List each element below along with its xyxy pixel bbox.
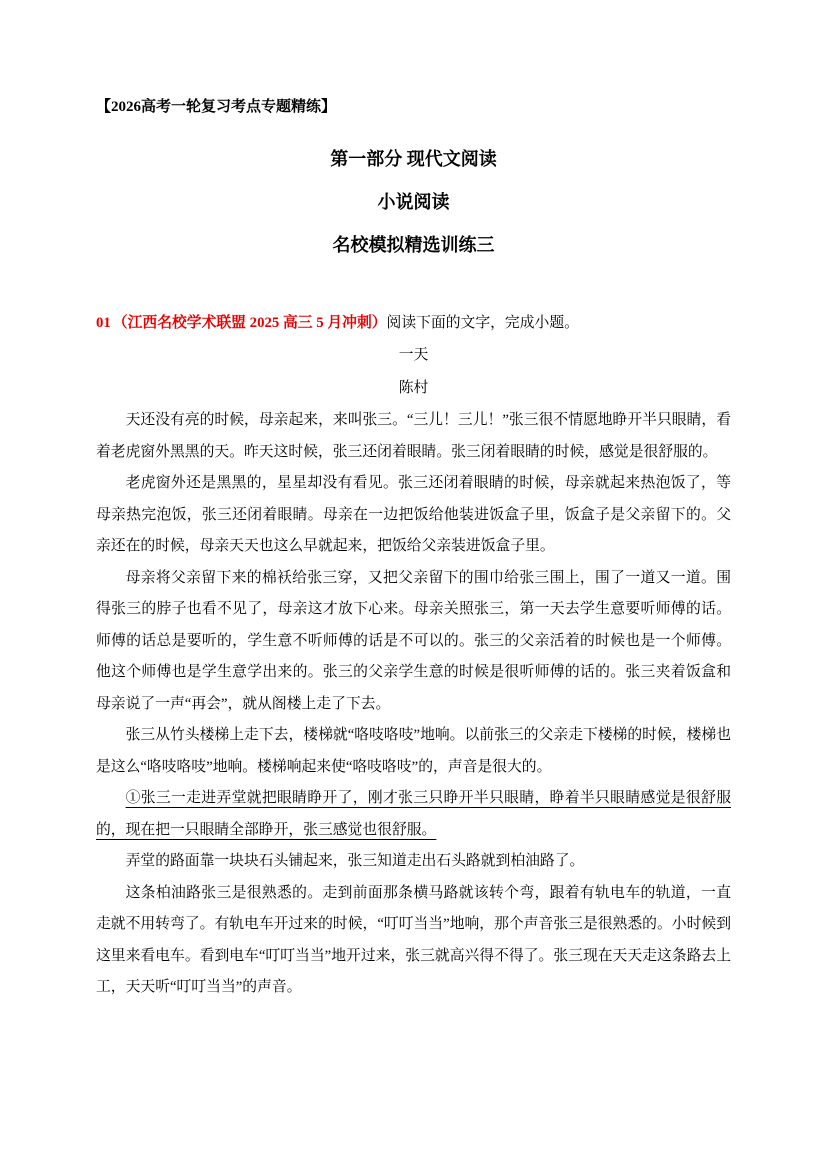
story-author: 陈村 bbox=[398, 380, 429, 396]
question-intro-line bbox=[96, 307, 731, 339]
training-title: 名校模拟精选训练三 bbox=[332, 235, 495, 255]
story-body bbox=[96, 405, 731, 1004]
story-paragraph: 弄堂的路面靠一块块石头铺起来，张三知道走出石头路就到柏油路了。 bbox=[125, 853, 585, 869]
question-instruction: 阅读下面的文字，完成小题。 bbox=[386, 315, 579, 331]
story-paragraph: 老虎窗外还是黑黑的，星星却没有看见。张三还闭着眼睛的时候，母亲就起来热泡饭了，等母亲热完泡饭，张三还闭着眼睛。母亲在一边把饭给他装进饭盒子里，饭盒子是父亲留下的。父亲还在的时候，母亲天天也这么早就起来，把饭给父亲装进饭盒子里。 bbox=[96, 475, 731, 554]
series-header: 【2026高考一轮复习考点专题精练】 bbox=[96, 99, 337, 115]
section-title: 小说阅读 bbox=[377, 192, 450, 212]
question-source: （江西名校学术联盟 2025 高三 5 月冲刺） bbox=[112, 315, 387, 331]
story-paragraph-underlined: ①张三一走进弄堂就把眼睛睁开了，刚才张三只睁开半只眼睛，睁着半只眼睛感觉是很舒服的，现在把一只眼睛全部睁开，张三感觉也很舒服。 bbox=[96, 790, 731, 838]
story-paragraph: 这条柏油路张三是很熟悉的。走到前面那条横马路就该转个弯，跟着有轨电车的轨道，一直走就不用转弯了。有轨电车开过来的时候，“叮叮当当”地响，那个声音张三是很熟悉的。小时候到这里来看电车。看到电车“叮叮当当”地开过来，张三就高兴得不得了。张三现在天天走这条路去上工，天天听“叮叮当当”的声音。 bbox=[96, 884, 731, 995]
story-paragraph: 天还没有亮的时候，母亲起来，来叫张三。“三儿！三儿！”张三很不情愿地睁开半只眼睛，看着老虎窗外黑黑的天。昨天这时候，张三还闭着眼睛。张三闭着眼睛的时候，感觉是很舒服的。 bbox=[96, 412, 731, 460]
story-paragraph: 母亲将父亲留下来的棉袄给张三穿，又把父亲留下的围巾给张三围上，围了一道又一道。围得张三的脖子也看不见了，母亲这才放下心来。母亲关照张三，第一天去学生意要听师傅的话。师傅的话总是要听的，学生意不听师傅的话是不可以的。张三的父亲活着的时候也是一个师傅。他这个师傅也是学生意学出来的。张三的父亲学生意的时候是很听师傅的话的。张三夹着饭盒和母亲说了一声“再会”，就从阁楼上走了下去。 bbox=[96, 569, 731, 712]
part-title: 第一部分 现代文阅读 bbox=[330, 149, 497, 169]
question-number: 01 bbox=[96, 315, 111, 331]
story-paragraph: 张三从竹头楼梯上走下去，楼梯就“咯吱咯吱”地响。以前张三的父亲走下楼梯的时候，楼梯也是这么“咯吱咯吱”地响。楼梯响起来使“咯吱咯吱”的，声音是很大的。 bbox=[96, 727, 731, 775]
story-title: 一天 bbox=[398, 347, 429, 363]
